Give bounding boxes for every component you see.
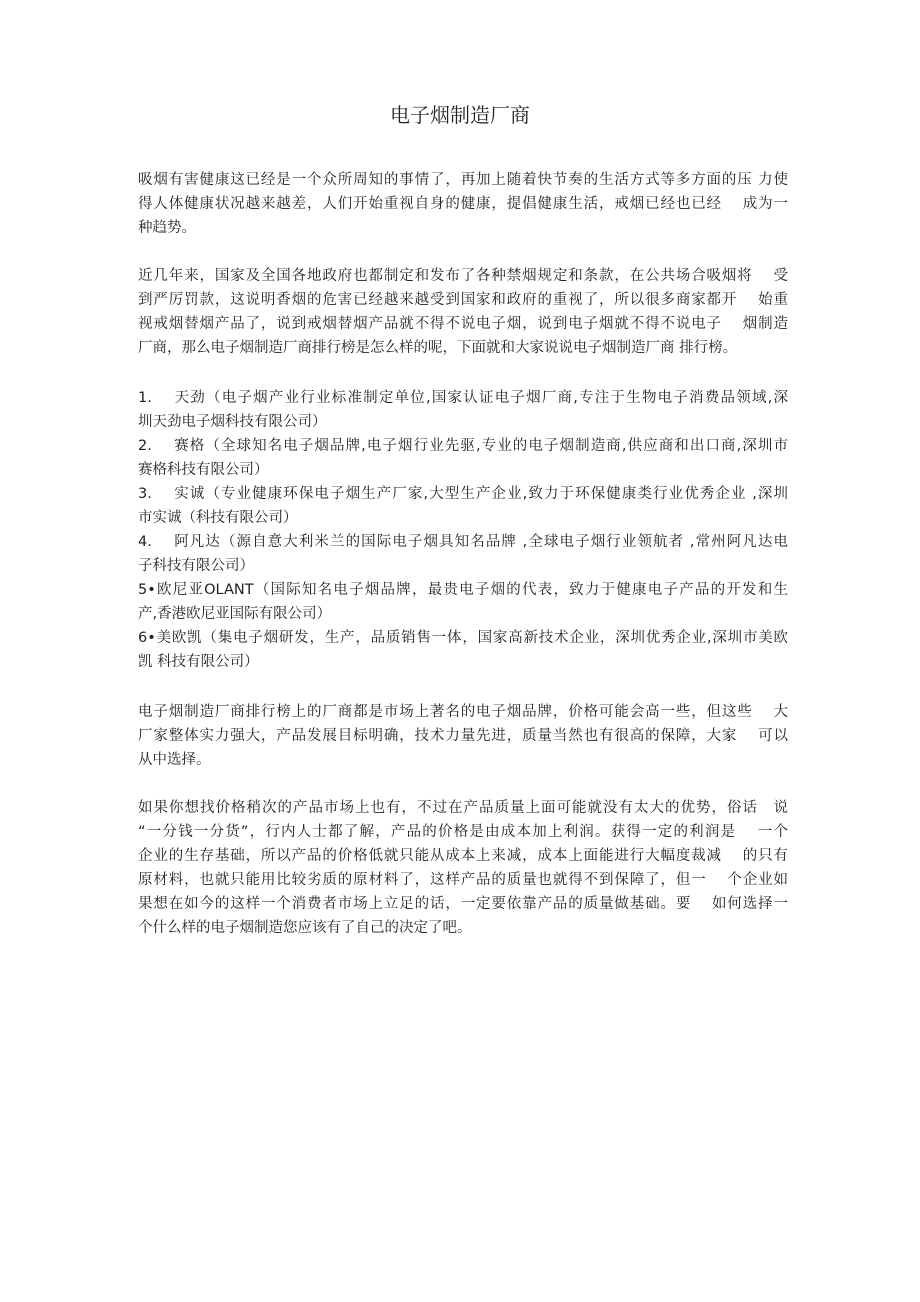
- text-line: 到严厉罚款，这说明香烟的危害已经越来越受到国家和政府的重视了，所以很多商家都开 始重: [138, 292, 788, 308]
- list-item-line: 3. 实诚（专业健康环保电子烟生产厂家,大型生产企业,致力于环保健康类行业优秀企业 ,深圳: [138, 486, 788, 502]
- list-item-line: 子科技有限公司）: [138, 558, 254, 574]
- text-line: 从中选择。: [138, 752, 211, 768]
- manufacturer-ranking-list: [138, 386, 788, 674]
- text-line: 厂家整体实力强大，产品发展目标明确，技术力量先进，质量当然也有很高的保障，大家 可以: [138, 728, 788, 744]
- document-title: 电子烟制造厂商: [390, 103, 530, 127]
- text-line: 企业的生存基础，所以产品的价格低就只能从成本上来减，成本上面能进行大幅度裁减 的只有: [138, 848, 788, 864]
- text-line: 如果你想找价格稍次的产品市场上也有，不过在产品质量上面可能就没有太大的优势，俗话 说: [138, 800, 788, 816]
- list-item-line: 5•欧尼亚OLANT（国际知名电子烟品牌，最贵电子烟的代表，致力于健康电子产品的开发和生: [138, 582, 788, 598]
- text-line: “一分钱一分货”，行内人士都了解，产品的价格是由成本加上利润。获得一定的利润是 一个: [138, 824, 788, 840]
- text-line: 电子烟制造厂商排行榜上的厂商都是市场上著名的电子烟品牌，价格可能会高一些，但这些 大: [138, 704, 788, 720]
- list-item-line: 6•美欧凯（集电子烟研发，生产，品质销售一体，国家高新技术企业，深圳优秀企业,深圳市美欧: [138, 630, 788, 646]
- list-item-line: 赛格科技有限公司）: [138, 462, 269, 478]
- text-line: 种趋势。: [138, 220, 196, 236]
- paragraph-conclusion: [138, 796, 788, 940]
- paragraph-summary: [138, 700, 788, 772]
- list-item-line: 凯 科技有限公司）: [138, 654, 259, 670]
- list-item-line: 市实诚（科技有限公司）: [138, 510, 298, 526]
- list-item-line: 1. 天劲（电子烟产业行业标准制定单位,国家认证电子烟厂商,专注于生物电子消费品领域,深: [138, 390, 788, 406]
- paragraph-regulations: [138, 264, 788, 360]
- list-item-line: 圳天劲电子烟科技有限公司）: [138, 414, 327, 430]
- text-line: 近几年来，国家及全国各地政府也都制定和发布了各种禁烟规定和条款，在公共场合吸烟将 受: [138, 268, 788, 284]
- list-item-line: 4. 阿凡达（源自意大利米兰的国际电子烟具知名品牌 ,全球电子烟行业领航者 ,常州阿凡达电: [138, 534, 788, 550]
- text-line: 视戒烟替烟产品了，说到戒烟替烟产品就不得不说电子烟，说到电子烟就不得不说电子 烟制造: [138, 316, 788, 332]
- paragraph-intro: [138, 168, 788, 240]
- text-line: 果想在如今的这样一个消费者市场上立足的话，一定要依靠产品的质量做基础。要 如何选择一: [138, 896, 788, 912]
- list-item-line: 产,香港欧尼亚国际有限公司）: [138, 606, 332, 622]
- text-line: 原材料，也就只能用比较劣质的原材料了，这样产品的质量也就得不到保障了，但一 个企业如: [138, 872, 788, 888]
- text-line: 吸烟有害健康这已经是一个众所周知的事情了，再加上随着快节奏的生活方式等多方面的压 力使: [138, 172, 788, 188]
- text-line: 厂商，那么电子烟制造厂商排行榜是怎么样的呢，下面就和大家说说电子烟制造厂商 排行榜。: [138, 340, 738, 356]
- text-line: 得人体健康状况越来越差，人们开始重视自身的健康，提倡健康生活，戒烟已经也已经 成为一: [138, 196, 788, 212]
- list-item-line: 2. 赛格（全球知名电子烟品牌,电子烟行业先驱,专业的电子烟制造商,供应商和出口商,深圳市: [138, 438, 788, 454]
- text-line: 个什么样的电子烟制造您应该有了自己的决定了吧。: [138, 920, 472, 936]
